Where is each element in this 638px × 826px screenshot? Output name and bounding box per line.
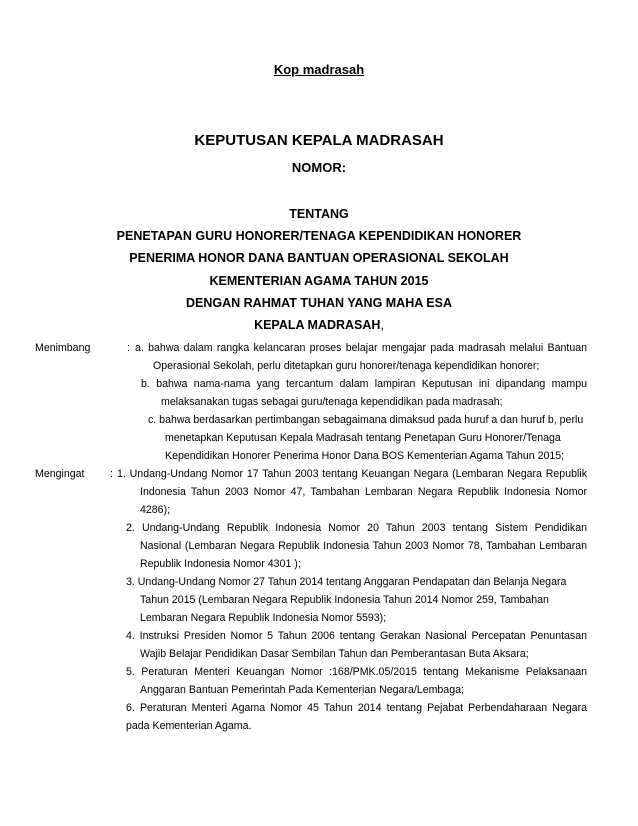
heading-line-5 (0, 314, 638, 336)
mengingat-item-3-line-2: Tahun 2015 (Lembaran Negara Republik Indonesia Tahun 2014 Nomor 259, Tambahan (140, 594, 549, 606)
kop-madrasah: Kop madrasah (273, 62, 365, 77)
mengingat-item-6-line-2: pada Kementerian Agama. (126, 720, 252, 732)
mengingat-item-3-line-3: Lembaran Negara Republik Indonesia Nomor 5593); (140, 612, 387, 624)
menimbang-c-line-1: c. bahwa berdasarkan pertimbangan sebagaimana dimaksud pada huruf a dan huruf b, perlu (148, 414, 584, 426)
menimbang-a-line-1: a. bahwa dalam rangka kelancaran proses belajar mengajar pada madrasah melalui Bantuan (135, 342, 587, 354)
mengingat-item-1-line-1: 1. Undang-Undang Nomor 17 Tahun 2003 tentang Keuangan Negara (Lembaran Negara Republik (117, 468, 587, 480)
mengingat-item-6-line-1: 6. Peraturan Menteri Agama Nomor 45 Tahun 2014 tentang Pejabat Perbendaharaan Negara (126, 702, 587, 714)
menimbang-label: Menimbang (35, 342, 91, 354)
heading-kepala: KEPALA MADRASAH (254, 318, 381, 333)
menimbang-c-line-3: Kependidikan Honorer Penerima Honor Dana BOS Kementerian Agama Tahun 2015; (165, 450, 565, 462)
mengingat-item-5-line-2: Anggaran Bantuan Pemerintah Pada Kementerian Negara/Lembaga; (140, 684, 464, 696)
heading-line-4: DENGAN RAHMAT TUHAN YANG MAHA ESA (186, 295, 452, 310)
heading-comma: , (380, 318, 384, 333)
mengingat-label: Mengingat (35, 468, 85, 480)
mengingat-colon: : (110, 468, 113, 480)
mengingat-item-4-line-2: Wajib Belajar Pendidikan Dasar Sembilan Tahun dan Pemberantasan Buta Aksara; (140, 648, 529, 660)
menimbang-a-line-2: Operasional Sekolah, perlu ditetapkan guru honorer/tenaga kependidikan honorer; (153, 360, 540, 372)
menimbang-b-line-2: melaksanakan tugas sebagai guru/tenaga kependidikan pada madrasah; (161, 396, 503, 408)
mengingat-item-1-line-2: Indonesia Tahun 2003 Nomor 47, Tambahan Lembaran Negara Republik Indonesia Nomor (140, 486, 587, 498)
mengingat-item-2-line-2: Nasional (Lembaran Negara Republik Indonesia Tahun 2003 Nomor 78, Tambahan Lembaran (140, 540, 587, 552)
menimbang-colon: : (127, 342, 130, 354)
mengingat-item-3-line-1: 3. Undang-Undang Nomor 27 Tahun 2014 tentang Anggaran Pendapatan dan Belanja Negara (126, 576, 567, 588)
mengingat-item-5-line-1: 5. Peraturan Menteri Keuangan Nomor :168/PMK.05/2015 tentang Mekanisme Pelaksanaan (126, 666, 587, 678)
decree-number: NOMOR: (291, 160, 347, 175)
heading-line-2: PENERIMA HONOR DANA BANTUAN OPERASIONAL SEKOLAH (129, 251, 509, 266)
heading-line-1: PENETAPAN GURU HONORER/TENAGA KEPENDIDIKAN HONORER (116, 229, 522, 244)
mengingat-item-2-line-1: 2. Undang-Undang Republik Indonesia Nomor 20 Tahun 2003 tentang Sistem Pendidikan (126, 522, 587, 534)
menimbang-c-line-2: menetapkan Keputusan Kepala Madrasah tentang Penetapan Guru Honorer/Tenaga (165, 432, 561, 444)
mengingat-item-1-line-3: 4286); (140, 504, 171, 516)
decree-heading (0, 203, 638, 336)
decree-title: KEPUTUSAN KEPALA MADRASAH (194, 132, 444, 149)
heading-line-3: KEMENTERIAN AGAMA TAHUN 2015 (209, 273, 429, 288)
mengingat-item-4-line-1: 4. Instruksi Presiden Nomor 5 Tahun 2006 tentang Gerakan Nasional Percepatan Penuntasan (126, 630, 587, 642)
heading-tentang: TENTANG (289, 207, 349, 221)
mengingat-item-2-line-3: Republik Indonesia Nomor 4301 ); (140, 558, 301, 570)
menimbang-b-line-1: b. bahwa nama-nama yang tercantum dalam lampiran Keputusan ini dipandang mampu (141, 378, 587, 390)
